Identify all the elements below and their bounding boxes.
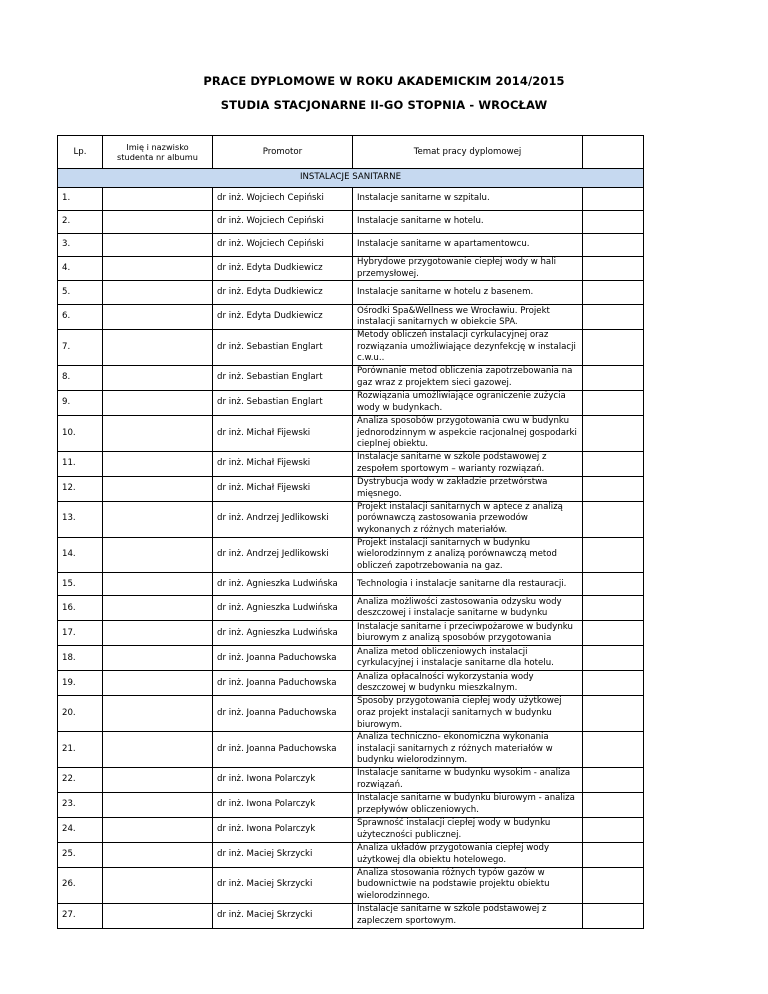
table-row	[58, 211, 644, 234]
section-title: INSTALACJE SANITARNE	[58, 169, 644, 188]
topic-cell: Instalacje sanitarne w szkole podstawowej z zespołem sportowym – warianty rozwiązań.	[353, 451, 583, 476]
student-cell	[103, 646, 213, 671]
student-cell	[103, 732, 213, 768]
header-promoter: Promotor	[213, 136, 353, 169]
student-cell	[103, 817, 213, 842]
promoter-cell: dr inż. Edyta Dudkiewicz	[213, 257, 353, 281]
header-topic: Temat pracy dyplomowej	[353, 136, 583, 169]
table-row	[58, 671, 644, 696]
topic-cell: Porównanie metod obliczenia zapotrzebowania na gaz wraz z projektem sieci gazowej.	[353, 365, 583, 390]
extra-cell	[583, 646, 644, 671]
row-number: 14.	[58, 537, 103, 573]
student-cell	[103, 476, 213, 501]
promoter-cell: dr inż. Iwona Polarczyk	[213, 817, 353, 842]
topic-cell: Instalacje sanitarne w hotelu z basenem.	[353, 281, 583, 305]
student-cell	[103, 451, 213, 476]
extra-cell	[583, 365, 644, 390]
extra-cell	[583, 621, 644, 646]
document-subtitle: STUDIA STACJONARNE II-GO STOPNIA - WROCŁAW	[220, 98, 548, 112]
row-number: 20.	[58, 696, 103, 732]
promoter-cell: dr inż. Iwona Polarczyk	[213, 792, 353, 817]
promoter-cell: dr inż. Joanna Paduchowska	[213, 671, 353, 696]
extra-cell	[583, 281, 644, 305]
table-row	[58, 867, 644, 903]
extra-cell	[583, 188, 644, 211]
promoter-cell: dr inż. Michał Fijewski	[213, 451, 353, 476]
student-cell	[103, 696, 213, 732]
extra-cell	[583, 390, 644, 415]
promoter-cell: dr inż. Joanna Paduchowska	[213, 732, 353, 768]
student-cell	[103, 767, 213, 792]
promoter-cell: dr inż. Andrzej Jedlikowski	[213, 537, 353, 573]
extra-cell	[583, 732, 644, 768]
table-row	[58, 365, 644, 390]
student-cell	[103, 234, 213, 257]
promoter-cell: dr inż. Andrzej Jedlikowski	[213, 501, 353, 537]
row-number: 16.	[58, 596, 103, 621]
table-row	[58, 646, 644, 671]
topic-cell: Instalacje sanitarne w apartamentowcu.	[353, 234, 583, 257]
promoter-cell: dr inż. Wojciech Cepiński	[213, 211, 353, 234]
promoter-cell: dr inż. Sebastian Englart	[213, 390, 353, 415]
student-cell	[103, 501, 213, 537]
row-number: 6.	[58, 305, 103, 330]
extra-cell	[583, 305, 644, 330]
table-row	[58, 415, 644, 451]
extra-cell	[583, 501, 644, 537]
student-cell	[103, 415, 213, 451]
promoter-cell: dr inż. Wojciech Cepiński	[213, 188, 353, 211]
promoter-cell: dr inż. Agnieszka Ludwińska	[213, 596, 353, 621]
row-number: 4.	[58, 257, 103, 281]
extra-cell	[583, 451, 644, 476]
table-row	[58, 817, 644, 842]
table-row	[58, 596, 644, 621]
table-row	[58, 234, 644, 257]
extra-cell	[583, 596, 644, 621]
topic-cell: Hybrydowe przygotowanie ciepłej wody w hali przemysłowej.	[353, 257, 583, 281]
table-row	[58, 573, 644, 596]
row-number: 13.	[58, 501, 103, 537]
promoter-cell: dr inż. Wojciech Cepiński	[213, 234, 353, 257]
extra-cell	[583, 257, 644, 281]
extra-cell	[583, 792, 644, 817]
row-number: 18.	[58, 646, 103, 671]
document-title: PRACE DYPLOMOWE W ROKU AKADEMICKIM 2014/2015	[203, 74, 565, 88]
topic-cell: Sprawność instalacji ciepłej wody w budynku użyteczności publicznej.	[353, 817, 583, 842]
topic-cell: Instalacje sanitarne w szpitalu.	[353, 188, 583, 211]
row-number: 23.	[58, 792, 103, 817]
promoter-cell: dr inż. Maciej Skrzycki	[213, 842, 353, 867]
topic-cell: Rozwiązania umożliwiające ograniczenie zużycia wody w budynkach.	[353, 390, 583, 415]
student-cell	[103, 330, 213, 366]
promoter-cell: dr inż. Maciej Skrzycki	[213, 903, 353, 928]
student-cell	[103, 257, 213, 281]
promoter-cell: dr inż. Agnieszka Ludwińska	[213, 573, 353, 596]
table-row	[58, 696, 644, 732]
topic-cell: Projekt instalacji sanitarnych w aptece z analizą porównawczą zastosowania przewodów wykonanych z różnych materiałów.	[353, 501, 583, 537]
extra-cell	[583, 903, 644, 928]
extra-cell	[583, 211, 644, 234]
row-number: 19.	[58, 671, 103, 696]
extra-cell	[583, 817, 644, 842]
promoter-cell: dr inż. Sebastian Englart	[213, 365, 353, 390]
topic-cell: Analiza techniczno- ekonomiczna wykonania instalacji sanitarnych z różnych materiałów w budynku wielorodzinnym.	[353, 732, 583, 768]
table-row	[58, 537, 644, 573]
topic-cell: Instalacje sanitarne w budynku biurowym - analiza przepływów obliczeniowych.	[353, 792, 583, 817]
theses-table	[57, 135, 644, 929]
student-cell	[103, 671, 213, 696]
promoter-cell: dr inż. Edyta Dudkiewicz	[213, 305, 353, 330]
row-number: 1.	[58, 188, 103, 211]
promoter-cell: dr inż. Iwona Polarczyk	[213, 767, 353, 792]
student-cell	[103, 305, 213, 330]
extra-cell	[583, 842, 644, 867]
extra-cell	[583, 415, 644, 451]
student-cell	[103, 365, 213, 390]
promoter-cell: dr inż. Michał Fijewski	[213, 415, 353, 451]
student-cell	[103, 596, 213, 621]
row-number: 26.	[58, 867, 103, 903]
topic-cell: Technologia i instalacje sanitarne dla restauracji.	[353, 573, 583, 596]
promoter-cell: dr inż. Michał Fijewski	[213, 476, 353, 501]
row-number: 10.	[58, 415, 103, 451]
student-cell	[103, 621, 213, 646]
student-cell	[103, 792, 213, 817]
promoter-cell: dr inż. Agnieszka Ludwińska	[213, 621, 353, 646]
student-cell	[103, 573, 213, 596]
extra-cell	[583, 476, 644, 501]
student-cell	[103, 867, 213, 903]
topic-cell: Analiza opłacalności wykorzystania wody deszczowej w budynku mieszkalnym.	[353, 671, 583, 696]
extra-cell	[583, 234, 644, 257]
row-number: 27.	[58, 903, 103, 928]
extra-cell	[583, 767, 644, 792]
row-number: 3.	[58, 234, 103, 257]
row-number: 24.	[58, 817, 103, 842]
promoter-cell: dr inż. Joanna Paduchowska	[213, 646, 353, 671]
topic-cell: Analiza sposobów przygotowania cwu w budynku jednorodzinnym w aspekcie racjonalnej gospodarki cieplnej obiektu.	[353, 415, 583, 451]
extra-cell	[583, 537, 644, 573]
row-number: 5.	[58, 281, 103, 305]
section-row	[58, 169, 644, 188]
table-row	[58, 281, 644, 305]
extra-cell	[583, 573, 644, 596]
extra-cell	[583, 867, 644, 903]
row-number: 21.	[58, 732, 103, 768]
table-row	[58, 305, 644, 330]
table-row	[58, 188, 644, 211]
table-row	[58, 732, 644, 768]
topic-cell: Instalacje sanitarne w szkole podstawowej z zapleczem sportowym.	[353, 903, 583, 928]
extra-cell	[583, 330, 644, 366]
topic-cell: Analiza możliwości zastosowania odzysku wody deszczowej i instalacje sanitarne w budynku	[353, 596, 583, 621]
topic-cell: Instalacje sanitarne i przeciwpożarowe w budynku biurowym z analizą sposobów przygotowania	[353, 621, 583, 646]
promoter-cell: dr inż. Joanna Paduchowska	[213, 696, 353, 732]
student-cell	[103, 842, 213, 867]
row-number: 8.	[58, 365, 103, 390]
row-number: 2.	[58, 211, 103, 234]
row-number: 25.	[58, 842, 103, 867]
table-row	[58, 621, 644, 646]
promoter-cell: dr inż. Edyta Dudkiewicz	[213, 281, 353, 305]
topic-cell: Analiza stosowania różnych typów gazów w budownictwie na podstawie projektu obiektu wielorodzinnego.	[353, 867, 583, 903]
topic-cell: Sposoby przygotowania ciepłej wody użytkowej oraz projekt instalacji sanitarnych w budynku biurowym.	[353, 696, 583, 732]
topic-cell: Instalacje sanitarne w budynku wysokim - analiza rozwiązań.	[353, 767, 583, 792]
topic-cell: Metody obliczeń instalacji cyrkulacyjnej oraz rozwiązania umożliwiające dezynfekcję w instalacji c.w.u..	[353, 330, 583, 366]
student-cell	[103, 537, 213, 573]
table-row	[58, 792, 644, 817]
table-row	[58, 390, 644, 415]
topic-cell: Analiza metod obliczeniowych instalacji cyrkulacyjnej i instalacje sanitarne dla hotelu.	[353, 646, 583, 671]
row-number: 17.	[58, 621, 103, 646]
row-number: 7.	[58, 330, 103, 366]
student-cell	[103, 390, 213, 415]
student-cell	[103, 211, 213, 234]
student-cell	[103, 188, 213, 211]
topic-cell: Ośrodki Spa&Wellness we Wrocławiu. Projekt instalacji sanitarnych w obiekcie SPA.	[353, 305, 583, 330]
extra-cell	[583, 671, 644, 696]
header-student: Imię i nazwisko studenta nr albumu	[103, 136, 213, 169]
topic-cell: Projekt instalacji sanitarnych w budynku wielorodzinnym z analizą porównawczą metod obliczeń zapotrzebowania na gaz.	[353, 537, 583, 573]
table-row	[58, 501, 644, 537]
row-number: 12.	[58, 476, 103, 501]
table-row	[58, 842, 644, 867]
table-row	[58, 767, 644, 792]
row-number: 9.	[58, 390, 103, 415]
header-row	[58, 136, 644, 169]
header-empty	[583, 136, 644, 169]
promoter-cell: dr inż. Maciej Skrzycki	[213, 867, 353, 903]
theses-table-body	[58, 136, 644, 929]
extra-cell	[583, 696, 644, 732]
header-lp: Lp.	[58, 136, 103, 169]
topic-cell: Analiza układów przygotowania ciepłej wody użytkowej dla obiektu hotelowego.	[353, 842, 583, 867]
table-row	[58, 903, 644, 928]
table-row	[58, 476, 644, 501]
row-number: 11.	[58, 451, 103, 476]
row-number: 15.	[58, 573, 103, 596]
table-row	[58, 330, 644, 366]
promoter-cell: dr inż. Sebastian Englart	[213, 330, 353, 366]
student-cell	[103, 903, 213, 928]
table-row	[58, 451, 644, 476]
topic-cell: Dystrybucja wody w zakładzie przetwórstwa mięsnego.	[353, 476, 583, 501]
row-number: 22.	[58, 767, 103, 792]
table-row	[58, 257, 644, 281]
topic-cell: Instalacje sanitarne w hotelu.	[353, 211, 583, 234]
student-cell	[103, 281, 213, 305]
